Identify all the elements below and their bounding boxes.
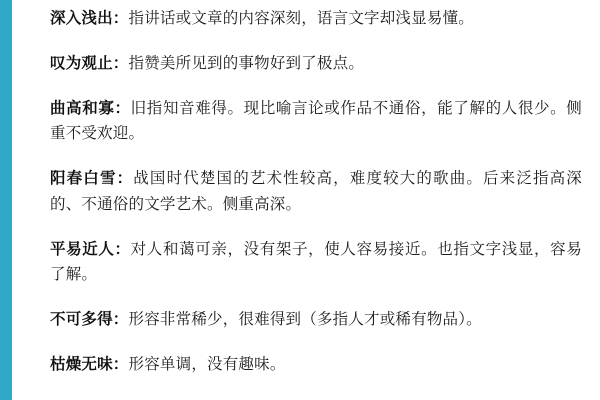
idiom-term: 阳春白雪： <box>50 169 134 188</box>
idiom-definition: 对人和蔼可亲，没有架子，使人容易接近。也指文字浅显，容易了解。 <box>50 239 582 283</box>
idiom-list <box>12 0 600 400</box>
left-accent-bar <box>0 0 12 400</box>
list-item <box>50 6 582 31</box>
idiom-definition: 形容单调，没有趣味。 <box>128 354 286 373</box>
idiom-definition: 形容非常稀少，很难得到（多指人才或稀有物品）。 <box>128 309 482 328</box>
idiom-term: 平易近人： <box>50 239 131 258</box>
idiom-definition: 战国时代楚国的艺术性较高，难度较大的歌曲。后来泛指高深的、不通俗的文学艺术。侧重高深。 <box>50 169 582 213</box>
list-item <box>50 51 582 76</box>
list-item <box>50 352 582 377</box>
list-item <box>50 307 582 332</box>
list-item <box>50 237 582 287</box>
idiom-term: 枯燥无味： <box>50 354 129 373</box>
idiom-term: 深入浅出： <box>50 9 129 27</box>
idiom-term: 叹为观止： <box>50 54 129 73</box>
list-item <box>50 96 582 146</box>
idiom-term: 曲高和寡： <box>50 99 131 118</box>
idiom-definition: 旧指知音难得。现比喻言论或作品不通俗，能了解的人很少。侧重不受欢迎。 <box>50 99 582 143</box>
list-item <box>50 166 582 216</box>
idiom-term: 不可多得： <box>50 309 129 328</box>
idiom-definition: 指讲话或文章的内容深刻，语言文字却浅显易懂。 <box>128 9 474 27</box>
idiom-definition: 指赞美所见到的事物好到了极点。 <box>128 54 365 73</box>
